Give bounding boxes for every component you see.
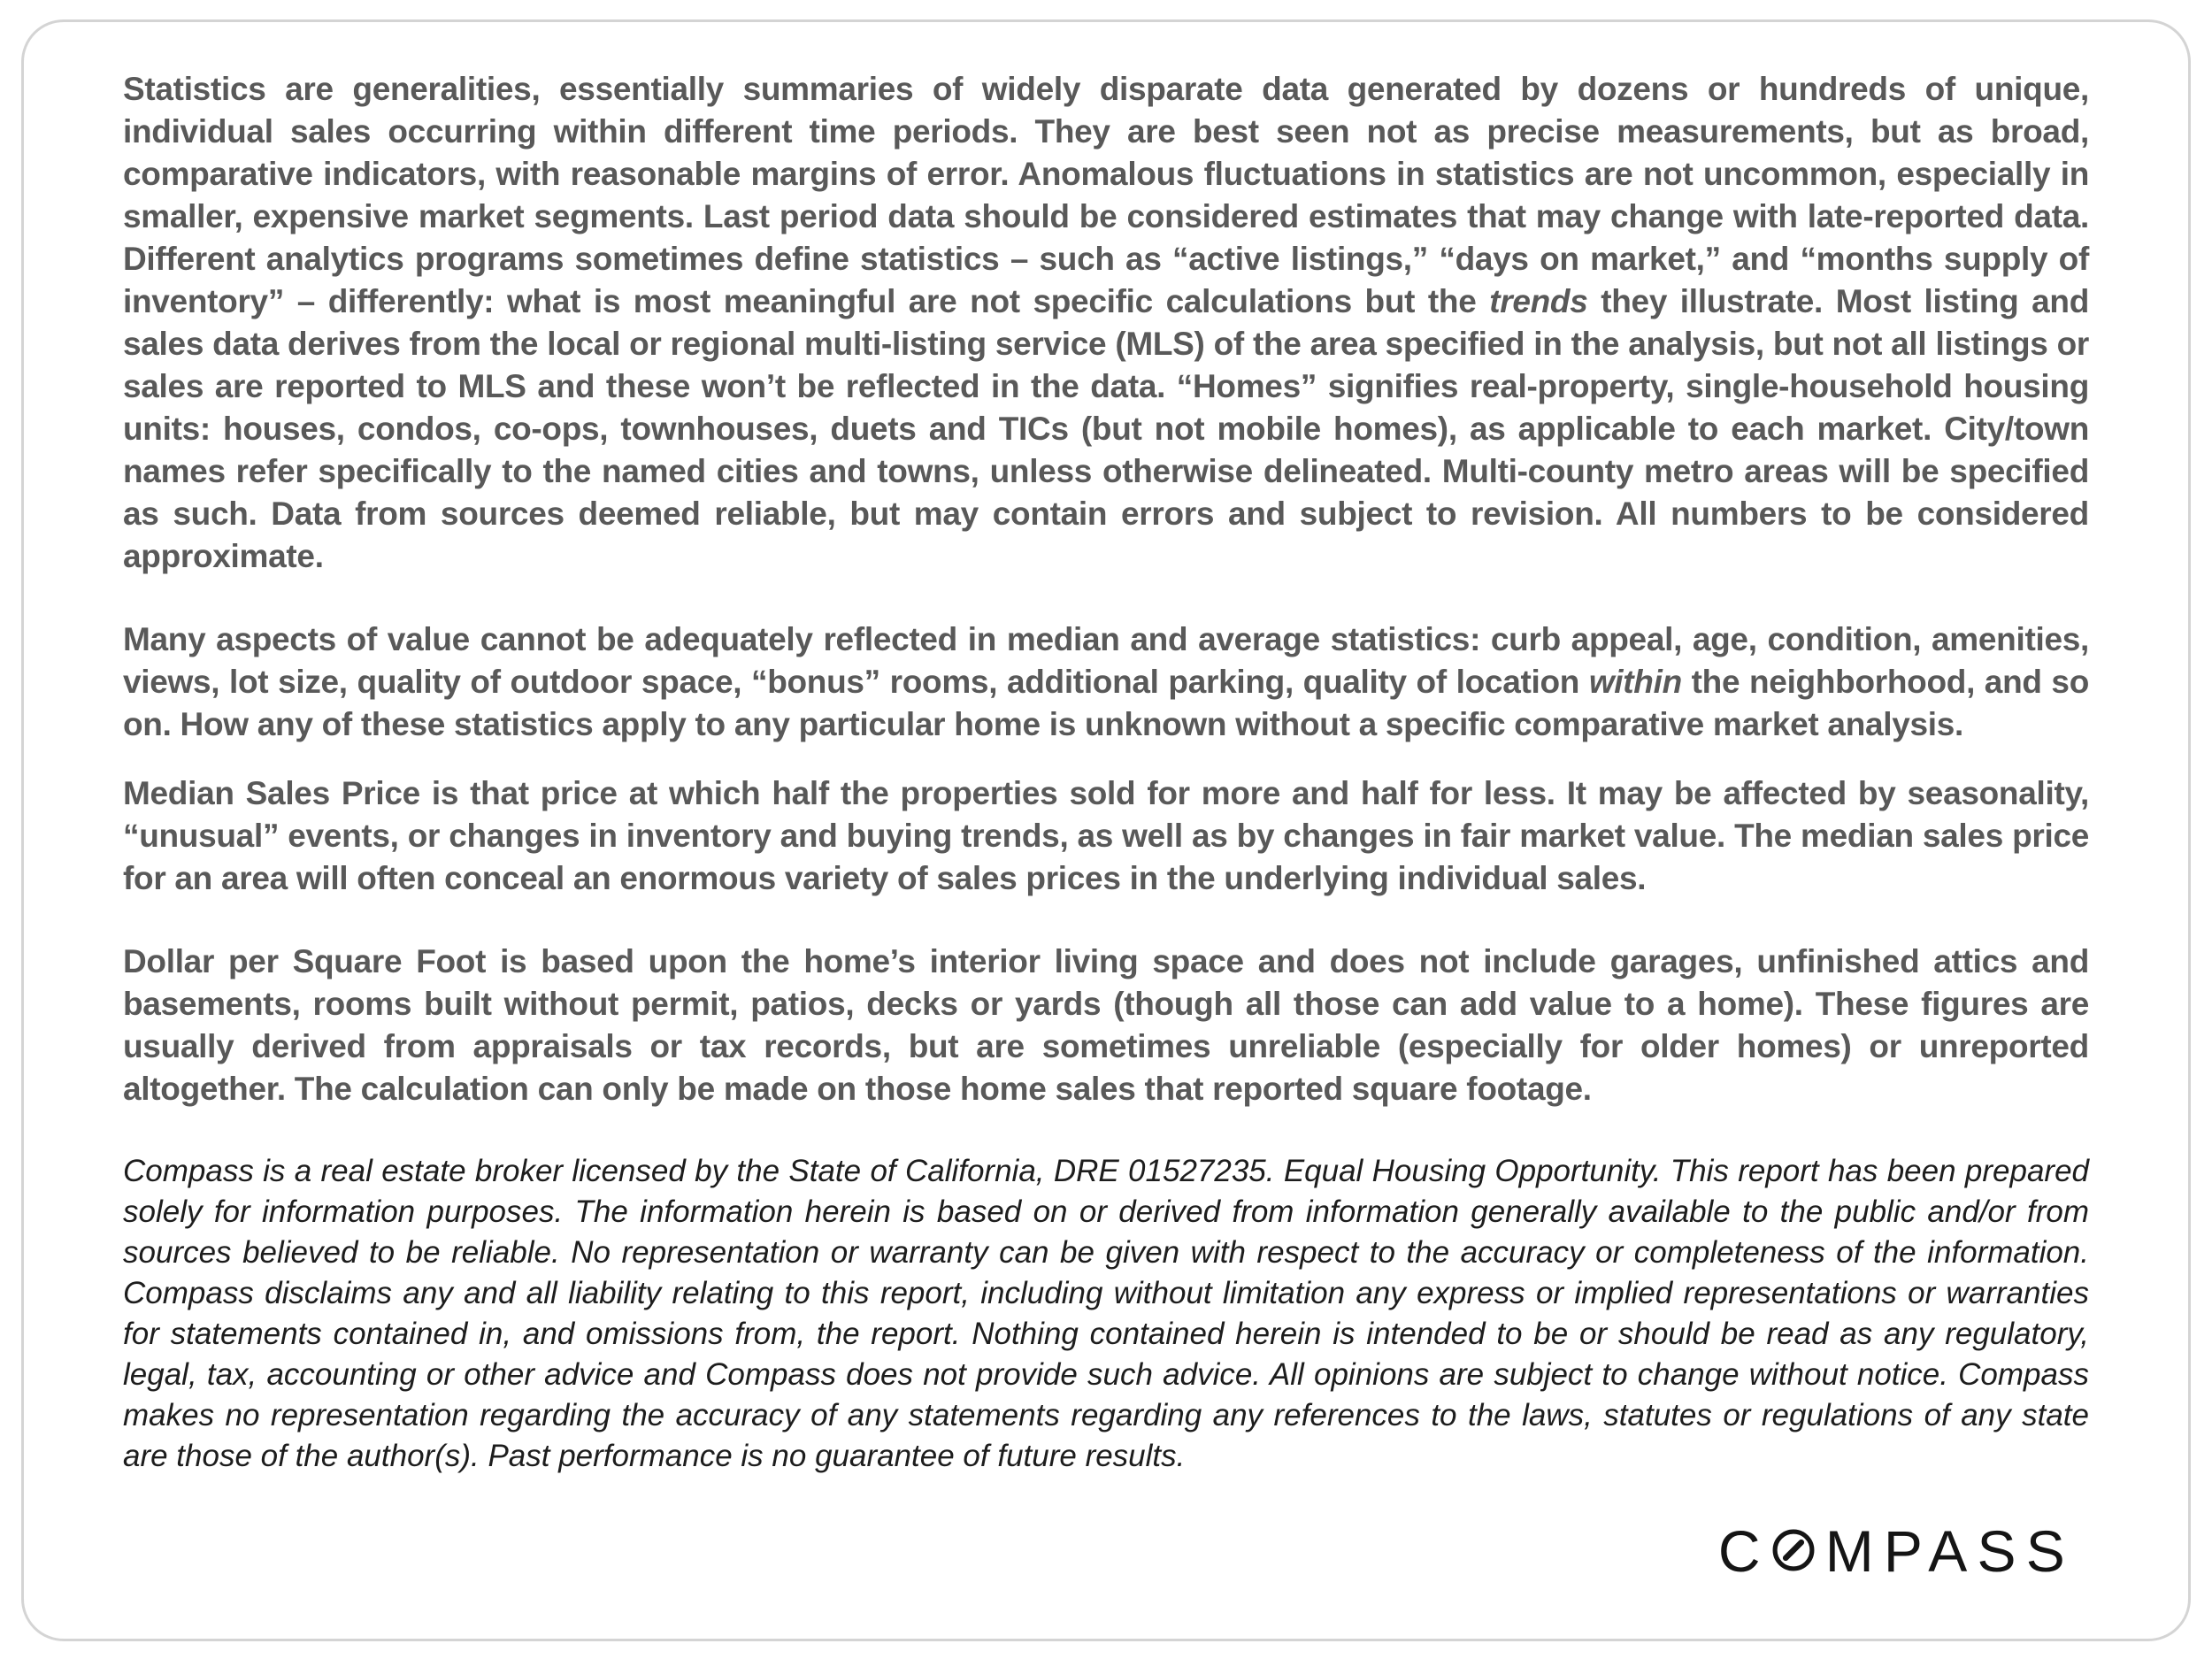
paragraph-statistics-generalities (123, 68, 2089, 578)
paragraph-dollar-per-square-foot (123, 941, 2089, 1110)
disclaimer-card (21, 19, 2191, 1641)
text-segment: Statistics are generalities, essentially summaries of widely disparate data generated by dozens or hundreds of unique, individual sales occurring within different time periods. They are best seen not as precise measurements, but as broad, comparative indicators, with reasonable margins of error. Anomalous fluctuations in statistics are not uncommon, especially in smaller, expensive market segments. Last period data should be considered estimates that may change with late-reported data. Different analytics programs sometimes define statistics – such as “active listings,” “days on market,” and “months supply of inventory” – differently: what is most meaningful are not specific calculations but the (123, 71, 2089, 319)
text-segment: Many aspects of value cannot be adequately reflected in median and average statistics: curb appeal, age, condition, amenities, views, lot size, quality of outdoor space, “bonus” rooms, additional parking, quality of location (123, 621, 2089, 700)
paragraph-median-sales-price (123, 772, 2089, 900)
text-segment: Median Sales Price is that price at which half the properties sold for more and half for less. It may be affected by seasonality, “unusual” events, or changes in inventory and buying trends, as well as by changes in fair market value. The median sales price for an area will often conceal an enormous variety of sales prices in the underlying individual sales. (123, 775, 2089, 896)
logo-letters-mpass: MPASS (1824, 1518, 2075, 1584)
text-segment: Dollar per Square Foot is based upon the home’s interior living space and does not include garages, unfinished attics and basements, rooms built without permit, patios, decks or yards (though all those can add value to a home). These figures are usually derived from appraisals or tax records, but are sometimes unreliable (especially for older homes) or unreported altogether. The calculation can only be made on those home sales that reported square footage. (123, 943, 2089, 1107)
text-segment-italic-within: within (1588, 664, 1682, 700)
text-segment: Compass is a real estate broker licensed by the State of California, DRE 01527235. Equal Housing Opportunity. This report has been prepared solely for information purposes. The information herein is based on or derived from information generally available to the public and/or from sources believed to be reliable. No representation or warranty can be given with respect to the accuracy or completeness of the information. Compass disclaims any and all liability relating to this report, including without limitation any express or implied representations or warranties for statements contained in, and omissions from, the report. Nothing contained herein is intended to be or should be read as any regulatory, legal, tax, accounting or other advice and Compass does not provide such advice. All opinions are subject to change without notice. Compass makes no representation regarding the accuracy of any statements regarding any references to the laws, statutes or regulations of any state are those of the author(s). Past performance is no guarantee of future results. (123, 1154, 2089, 1473)
text-segment: they illustrate. Most listing and sales data derives from the local or regional multi-listing service (MLS) of the area specified in the analysis, but not all listings or sales are reported to MLS and these won’t be reflected in the data. “Homes” signifies real-property, single-household housing units: houses, condos, co-ops, townhouses, duets and TICs (but not mobile homes), as applicable to each market. City/town names refer specifically to the named cities and towns, unless otherwise delineated. Multi-county metro areas will be specified as such. Data from sources deemed reliable, but may contain errors and subject to revision. All numbers to be considered approximate. (123, 283, 2089, 574)
disclaimer-content (24, 22, 2188, 1477)
logo-letter-c: C (1717, 1518, 1770, 1584)
compass-dial-icon (1770, 1527, 1816, 1573)
compass-logo (1717, 1518, 2075, 1584)
text-segment-italic-trends: trends (1489, 283, 1588, 319)
text-segment: the neighborhood, and so on. How any of these statistics apply to any particular home is unknown without a specific comparative market analysis. (123, 664, 2090, 742)
paragraph-legal-disclaimer (123, 1151, 2089, 1477)
paragraph-value-aspects (123, 618, 2089, 746)
